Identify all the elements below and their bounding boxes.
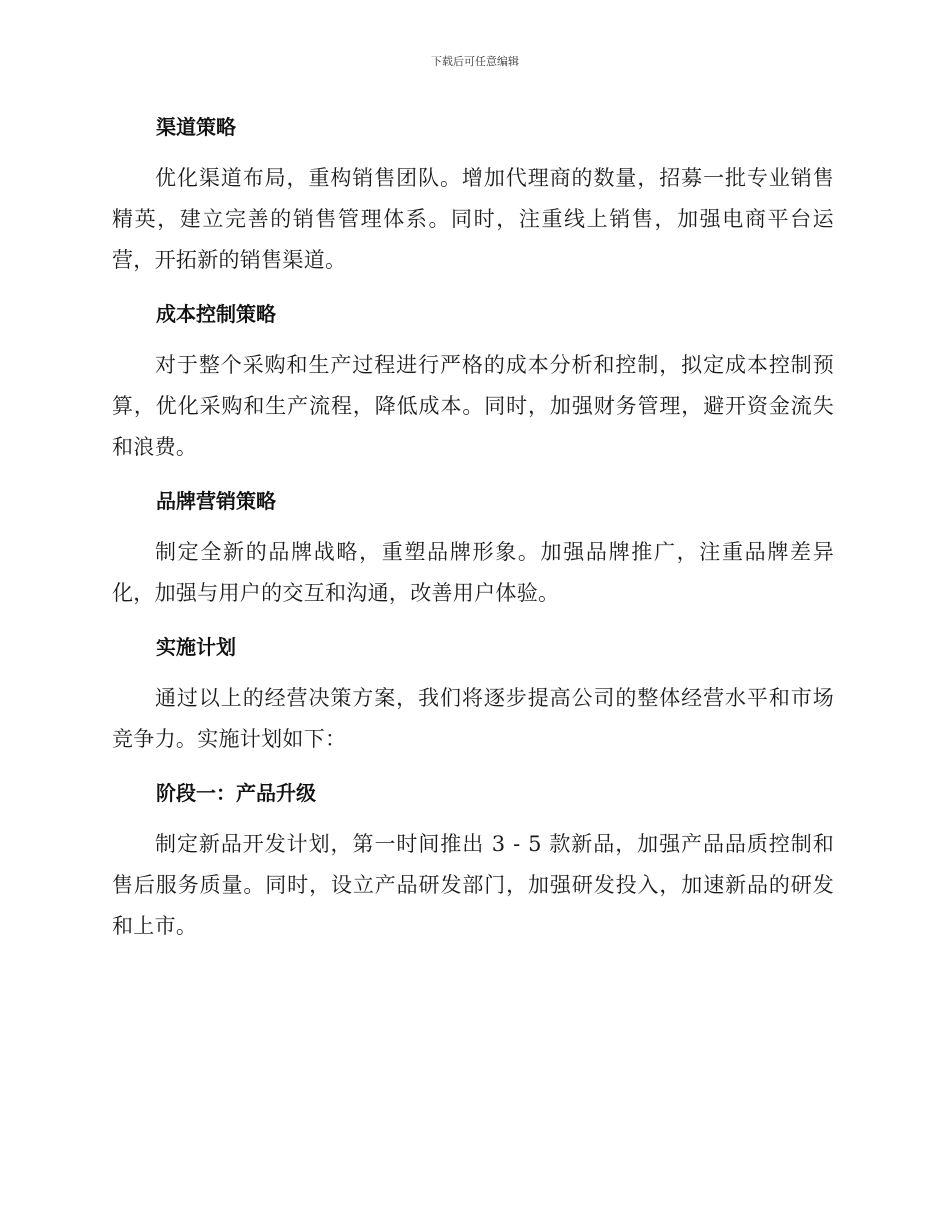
section-paragraph: 优化渠道布局，重构销售团队。增加代理商的数量，招募一批专业销售精英，建立完善的销售管理体系。同时，注重线上销售，加强电商平台运营，开拓新的销售渠道。 bbox=[112, 166, 834, 272]
section-paragraph: 制定全新的品牌战略，重塑品牌形象。加强品牌推广，注重品牌差异化，加强与用户的交互和沟通，改善用户体验。 bbox=[112, 540, 834, 605]
section-paragraph: 通过以上的经营决策方案，我们将逐步提高公司的整体经营水平和市场竞争力。实施计划如下： bbox=[112, 686, 834, 751]
section-paragraph: 对于整个采购和生产过程进行严格的成本分析和控制，拟定成本控制预算，优化采购和生产流程，降低成本。同时，加强财务管理，避开资金流失和浪费。 bbox=[112, 353, 834, 459]
section-heading: 阶段一：产品升级 bbox=[156, 781, 316, 805]
document-body bbox=[112, 106, 834, 959]
section-heading: 成本控制策略 bbox=[156, 302, 276, 326]
section-brand-marketing-strategy bbox=[112, 480, 834, 614]
section-heading: 渠道策略 bbox=[156, 115, 236, 139]
section-implementation-plan bbox=[112, 626, 834, 760]
section-heading: 实施计划 bbox=[156, 635, 236, 659]
section-paragraph: 制定新品开发计划，第一时间推出 3 - 5 款新品，加强产品品质控制和售后服务质量。同时，设立产品研发部门，加强研发投入，加速新品的研发和上市。 bbox=[112, 832, 834, 938]
section-heading: 品牌营销策略 bbox=[156, 489, 276, 513]
header-note: 下载后可任意编辑 bbox=[431, 55, 519, 68]
section-phase-one-product-upgrade bbox=[112, 772, 834, 947]
section-channel-strategy bbox=[112, 106, 834, 281]
section-cost-control-strategy bbox=[112, 293, 834, 468]
